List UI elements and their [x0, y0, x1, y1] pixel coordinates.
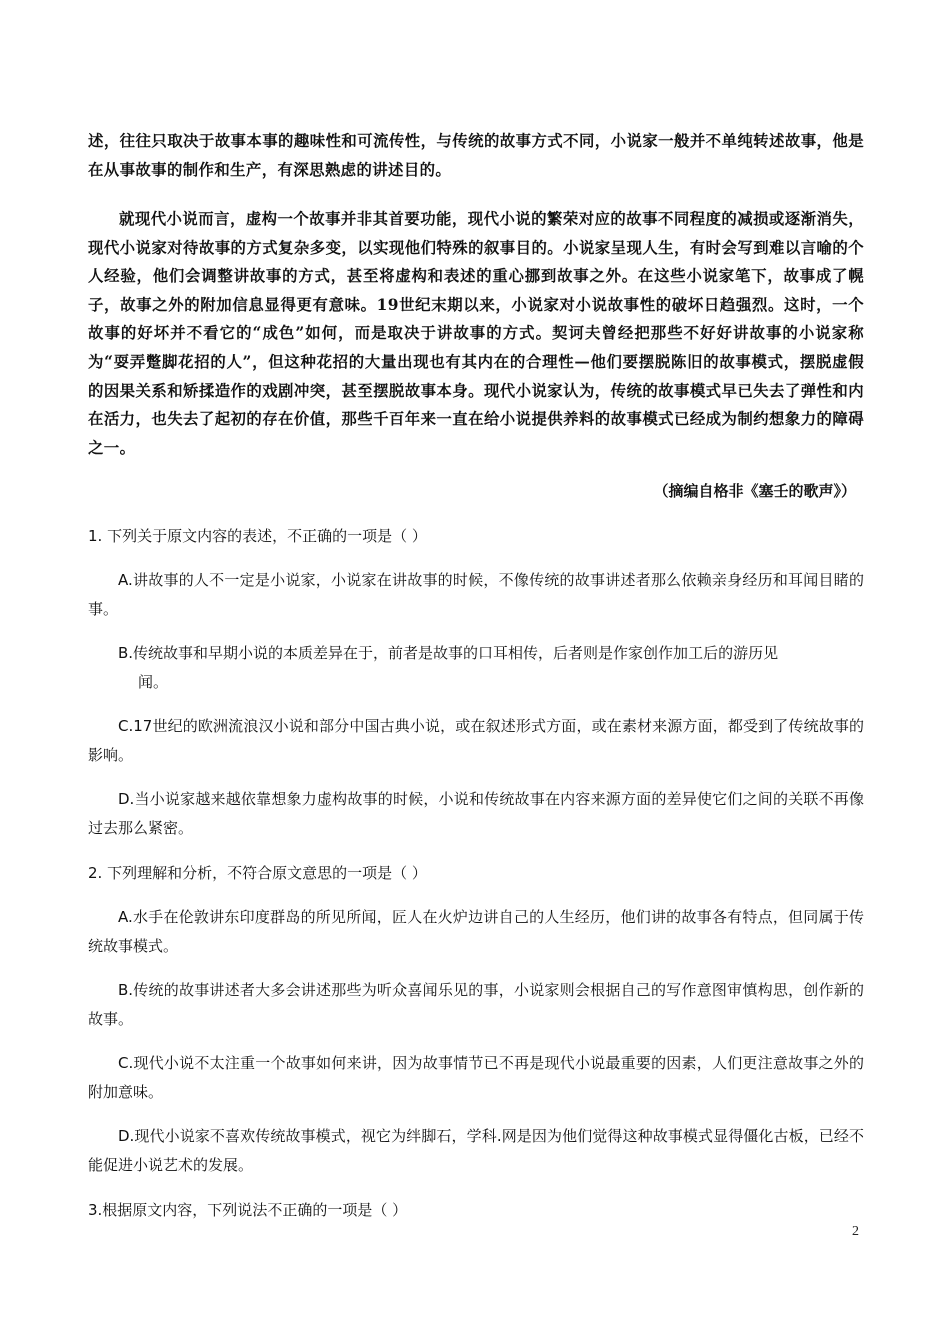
page-number: 2: [852, 1224, 859, 1239]
question-1-option-d: [88, 785, 864, 843]
passage-citation: （摘编自格非《塞壬的歌声》）: [653, 482, 856, 500]
question-1-stem: 1. 下列关于原文内容的表述，不正确的一项是（ ）: [88, 527, 427, 545]
passage-paragraph-2: 就现代小说而言，虚构一个故事并非其首要功能，现代小说的繁荣对应的故事不同程度的减损或逐渐消失，现代小说家对待故事的方式复杂多变，以实现他们特殊的叙事目的。小说家呈现人生，有时会写到难以言喻的个人经验，他们会调整讲故事的方式，甚至将虚构和表述的重心挪到故事之外。在这些小说家笔下，故事成了幌子，故事之外的附加信息显得更有意味。19世纪末期以来，小说家对小说故事性的破坏日趋强烈。这时，一个故事的好坏并不看它的“成色”如何，而是取决于讲故事的方式。契诃夫曾经把那些不好好讲故事的小说家称为“耍弄蹩脚花招的人”，但这种花招的大量出现也有其内在的合理性—他们要摆脱陈旧的故事模式，摆脱虚假的因果关系和矫揉造作的戏剧冲突，甚至摆脱故事本身。现代小说家认为，传统的故事模式早已失去了弹性和内在活力，也失去了起初的存在价值，那些千百年来一直在给小说提供养料的故事模式已经成为制约想象力的障碍之一。: [88, 210, 864, 457]
question-1-option-b: [88, 639, 864, 697]
option-text: B.传统的故事讲述者大多会讲述那些为听众喜闻乐见的事，小说家则会根据自己的写作意图审慎构思，创作新的故事。: [88, 981, 864, 1028]
question-2-stem: 2. 下列理解和分析，不符合原文意思的一项是（ ）: [88, 864, 427, 882]
option-text: A.讲故事的人不一定是小说家，小说家在讲故事的时候，不像传统的故事讲述者那么依赖亲身经历和耳闻目睹的事。: [88, 571, 864, 618]
option-text: D.现代小说家不喜欢传统故事模式，视它为绊脚石，学科.网是因为他们觉得这种故事模式显得僵化古板，已经不能促进小说艺术的发展。: [88, 1127, 864, 1174]
option-text: A.水手在伦敦讲东印度群岛的所见所闻，匠人在火炉边讲自己的人生经历，他们讲的故事各有特点，但同属于传统故事模式。: [88, 908, 864, 955]
option-text-line-2: 闻。: [138, 673, 169, 691]
question-2-option-c: [88, 1049, 864, 1107]
question-2-option-b: [88, 976, 864, 1034]
option-text: C.现代小说不太注重一个故事如何来讲，因为故事情节已不再是现代小说最重要的因素，人们更注意故事之外的附加意味。: [88, 1054, 864, 1101]
option-text-line-1: B.传统故事和早期小说的本质差异在于，前者是故事的口耳相传，后者则是作家创作加工后的游历见: [118, 644, 779, 662]
question-1-option-a: [88, 566, 864, 624]
option-text: D.当小说家越来越依靠想象力虚构故事的时候，小说和传统故事在内容来源方面的差异使它们之间的关联不再像过去那么紧密。: [88, 790, 864, 837]
question-2-option-d: [88, 1122, 864, 1180]
question-2-option-a: [88, 903, 864, 961]
passage-paragraph-1: 述，往往只取决于故事本事的趣味性和可流传性，与传统的故事方式不同，小说家一般并不单纯转述故事，他是在从事故事的制作和生产，有深思熟虑的讲述目的。: [88, 132, 864, 179]
question-3-stem: 3.根据原文内容，下列说法不正确的一项是（ ）: [88, 1201, 408, 1219]
option-text: C.17世纪的欧洲流浪汉小说和部分中国古典小说，或在叙述形式方面，或在素材来源方面，都受到了传统故事的影响。: [88, 717, 864, 764]
question-1-option-c: [88, 712, 864, 770]
